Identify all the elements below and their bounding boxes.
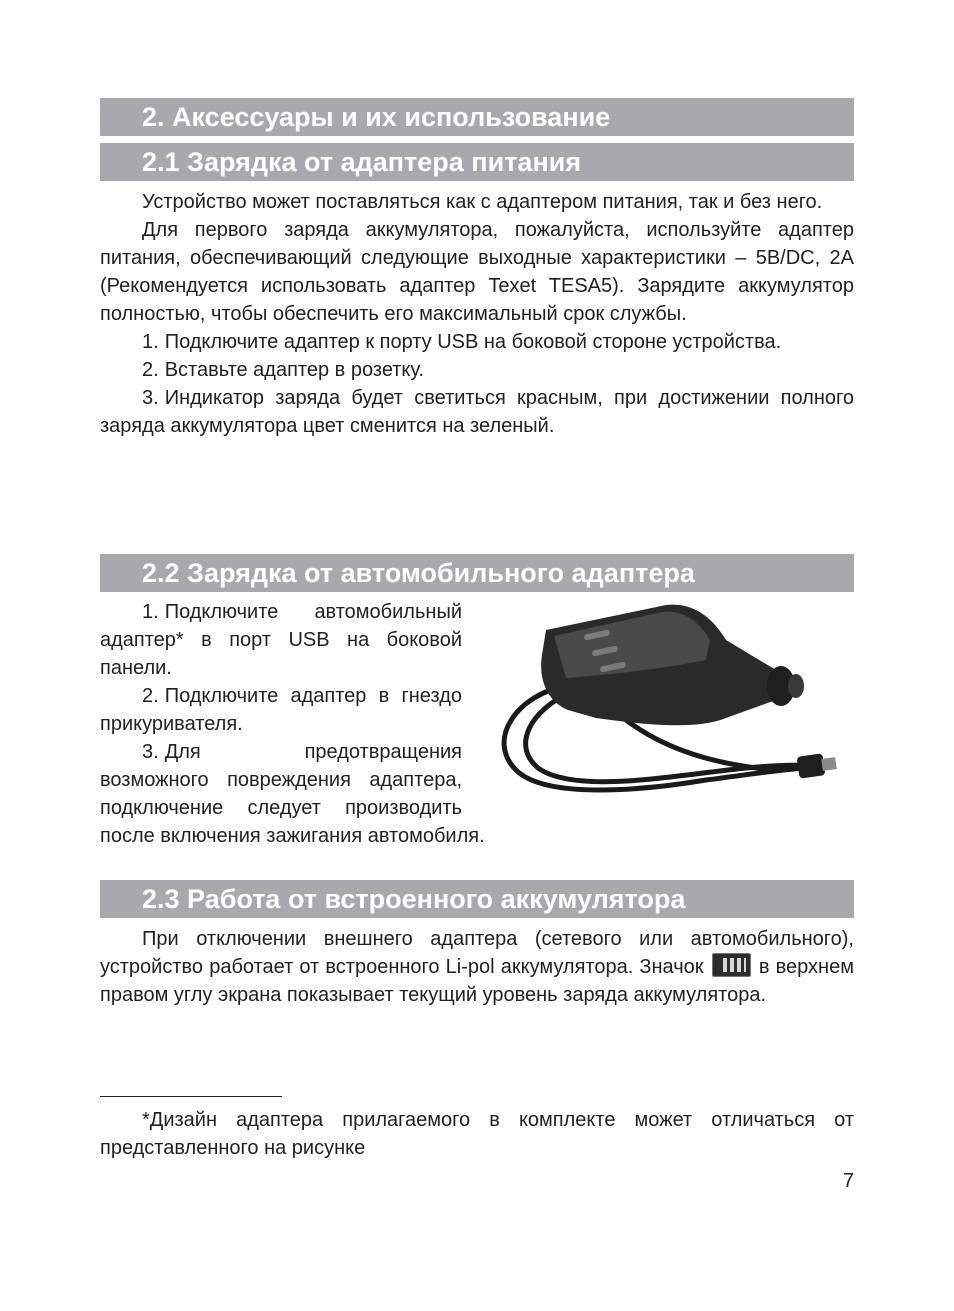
- car-charger-image: [476, 600, 854, 813]
- list-item: [100, 356, 854, 384]
- list-item: [100, 328, 854, 356]
- paragraph: Устройство может поставляться как с адаптером питания, так и без него.: [142, 191, 823, 213]
- list-item: [100, 384, 854, 440]
- section-battery-body: [100, 925, 854, 1009]
- list-text: Подключите адаптер в гнездо прикуривателя.: [100, 685, 462, 735]
- list-number: 3.: [142, 387, 159, 409]
- list-number: 2.: [142, 359, 159, 381]
- list-text: Индикатор заряда будет светиться красным, при достижении полного заряда аккумулятора цвет сменится на зеленый.: [100, 387, 854, 437]
- footnote-text: *Дизайн адаптера прилагаемого в комплекте может отличаться от представленного на рисунке: [100, 1109, 854, 1159]
- paragraph: [100, 925, 854, 1009]
- section-car-adapter-body: [100, 598, 854, 850]
- section-heading-accessories: 2. Аксессуары и их использование: [100, 98, 854, 136]
- list-text: Вставьте адаптер в розетку.: [164, 359, 424, 381]
- section-heading-ac-adapter: 2.1 Зарядка от адаптера питания: [100, 143, 854, 181]
- list-number: 1.: [142, 601, 159, 623]
- list-text: Для предотвращения возможного повреждения адаптера, подключение следует производить после включения зажигания автомобиля.: [100, 741, 485, 847]
- list-text: Подключите автомобильный адаптер* в порт USB на боковой панели.: [100, 601, 462, 679]
- section-heading-car-adapter: 2.2 Зарядка от автомобильного адаптера: [100, 554, 854, 592]
- paragraph: Для первого заряда аккумулятора, пожалуйста, используйте адаптер питания, обеспечивающий следующие выходные характеристики – 5В/DC, 2A (Рекомендуется использовать адаптер Texet TESA5). Зарядите аккумулятор полностью, чтобы обеспечить его максимальный срок службы.: [100, 219, 854, 325]
- list-text: Подключите адаптер к порту USB на боковой стороне устройства.: [164, 331, 782, 353]
- section-ac-adapter-body: [100, 188, 854, 440]
- battery-text-before: При отключении внешнего адаптера (сетевого или автомобильного), устройство работает от встроенного Li-pol аккумулятора. Значок: [100, 928, 854, 978]
- list-number: 1.: [142, 331, 159, 353]
- section-heading-battery: 2.3 Работа от встроенного аккумулятора: [100, 880, 854, 918]
- battery-text-after: в верхнем правом углу экрана показывает текущий уровень заряда аккумулятора.: [100, 956, 854, 1006]
- list-number: 3.: [142, 741, 159, 763]
- page-number: 7: [842, 1170, 854, 1192]
- battery-icon: [712, 953, 751, 977]
- footnote: [100, 1106, 854, 1162]
- footnote-rule: [100, 1096, 282, 1097]
- list-number: 2.: [142, 685, 159, 707]
